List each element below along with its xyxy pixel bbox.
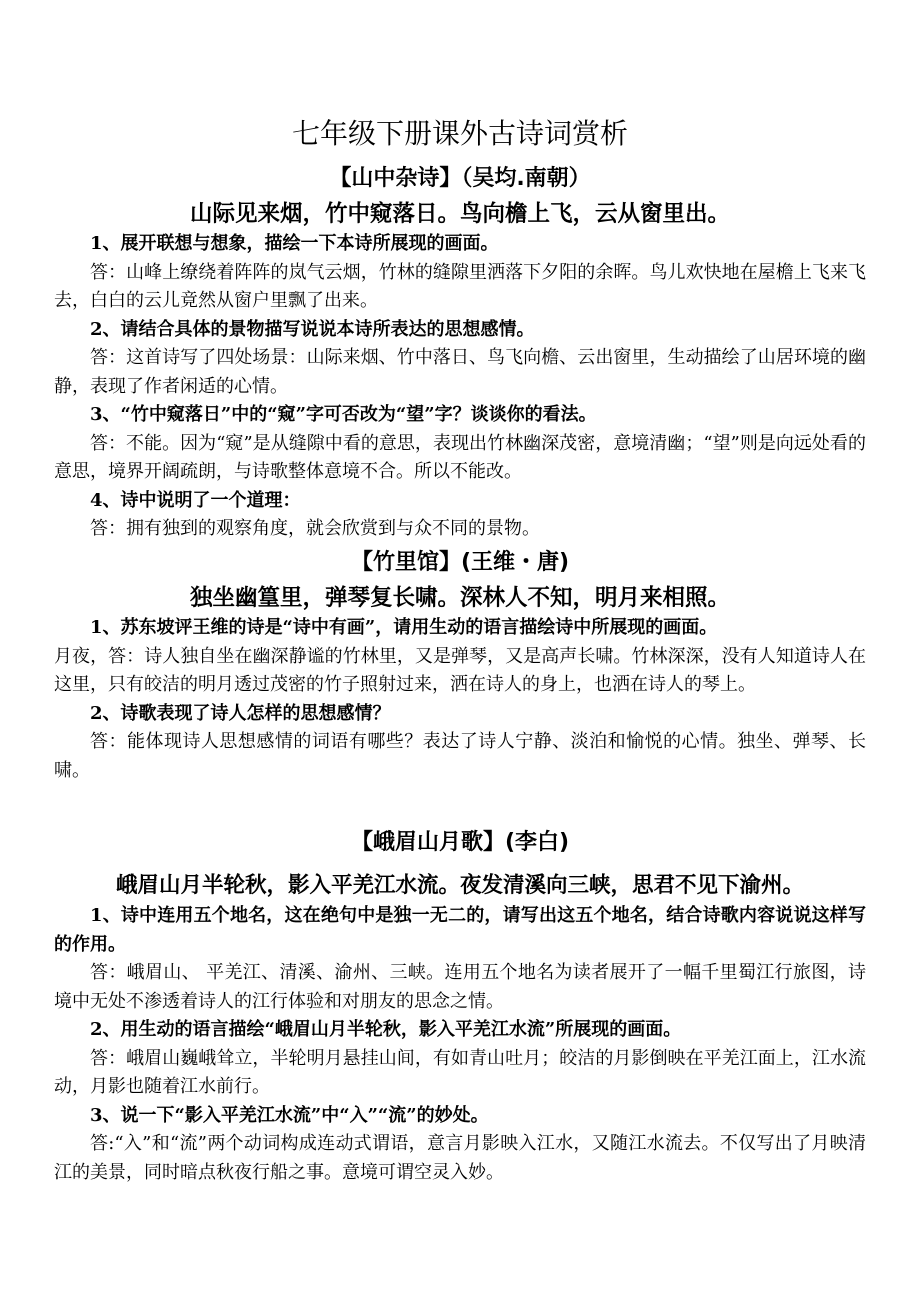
question: 2、请结合具体的景物描写说说本诗所表达的思想感情。 [90,318,535,340]
answer: 答：不能。因为“窥”是从缝隙中看的意思，表现出竹林幽深茂密，意境清幽；“望”则是向远处看的意思，境界开阔疏朗，与诗歌整体意境不合。所以不能改。 [54,432,866,482]
answer: 答：峨眉山巍峨耸立，半轮明月悬挂山间，有如青山吐月；皎洁的月影倒映在平羌江面上，江水流动，月影也随着江水前行。 [54,1047,866,1097]
question: 2、用生动的语言描绘“峨眉山月半轮秋，影入平羌江水流”所展现的画面。 [90,1019,682,1040]
section-heading: 【山中杂诗】（吴均.南朝） [329,166,591,191]
question: 4、诗中说明了一个道理： [90,489,301,511]
poem-text: 独坐幽篁里，弹琴复长啸。深林人不知，明月来相照。 [189,585,730,611]
question: 1、苏东坡评王维的诗是“诗中有画”，请用生动的语言描绘诗中所展现的画面。 [90,617,718,638]
question: 3、“竹中窥落日”中的“窥”字可否改为“望”字？谈谈你的看法。 [90,404,597,425]
section-heading: 【峨眉山月歌】(李白) [350,830,570,855]
answer: 答：能体现诗人思想感情的词语有哪些？表达了诗人宁静、淡泊和愉悦的心情。独坐、弹琴、长啸。 [54,731,866,781]
poem-text: 山际见来烟，竹中窥落日。鸟向檐上飞，云从窗里出。 [189,201,730,227]
answer: 月夜，答：诗人独自坐在幽深静谧的竹林里，又是弹琴，又是高声长啸。竹林深深，没有人知道诗人在这里，只有皎洁的明月透过茂密的竹子照射过来，洒在诗人的身上，也洒在诗人的琴上。 [54,645,866,695]
question: 3、说一下“影入平羌江水流”中“入”“流”的妙处。 [90,1104,489,1126]
section-emei-shanyue-ge [54,828,866,1187]
answer: 答：这首诗写了四处场景：山际来烟、竹中落日、鸟飞向檐、云出窗里，生动描绘了山居环境的幽静，表现了作者闲适的心情。 [54,347,866,397]
question: 1、展开联想与想象，描绘一下本诗所展现的画面。 [90,233,499,254]
section-zhuli-guan [54,548,866,785]
document-title: 七年级下册课外古诗词赏析 [291,117,628,150]
answer: 答：拥有独到的观察角度，就会欣赏到与众不同的景物。 [90,518,540,539]
poem-text: 峨眉山月半轮秋，影入平羌江水流。夜发清溪向三峡，思君不见下渝州。 [115,873,804,898]
question: 1、诗中连用五个地名，这在绝句中是独一无二的，请写出这五个地名，结合诗歌内容说说这样写的作用。 [54,905,866,955]
section-heading: 【竹里馆】(王维・唐) [350,550,570,575]
section-shanzhong-zashi [54,164,866,544]
question: 2、诗歌表现了诗人怎样的思想感情？ [90,702,391,724]
answer: 答：山峰上缭绕着阵阵的岚气云烟，竹林的缝隙里洒落下夕阳的余晖。鸟儿欢快地在屋檐上飞来飞去，白白的云儿竟然从窗户里飘了出来。 [54,261,866,311]
answer: 答：峨眉山、 平羌江、清溪、渝州、三峡。连用五个地名为读者展开了一幅千里蜀江行旅图，诗境中无处不渗透着诗人的江行体验和对朋友的思念之情。 [54,962,866,1012]
answer: 答:“入”和“流”两个动词构成连动式谓语，意言月影映入江水，又随江水流去。不仅写出了月映清江的美景，同时暗点秋夜行船之事。意境可谓空灵入妙。 [54,1133,866,1183]
